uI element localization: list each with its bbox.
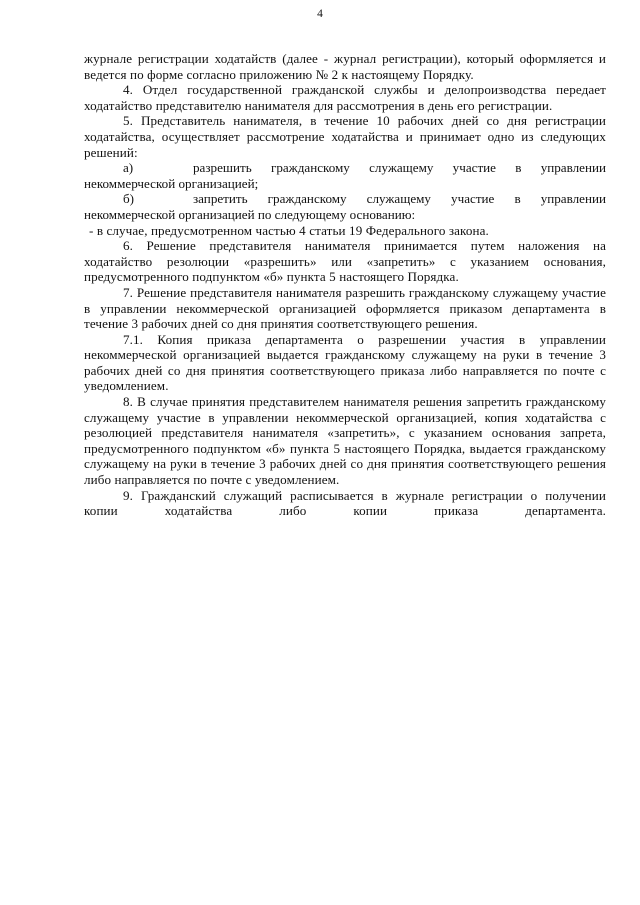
option-a bbox=[84, 160, 606, 176]
dash-item: - в случае, предусмотренном частью 4 статьи 19 Федерального закона. bbox=[89, 222, 489, 238]
paragraph-4: 4. Отдел государственной гражданской службы и делопроизводства передает ходатайство представителю нанимателя для рассмотрения в день его регистрации. bbox=[84, 82, 606, 113]
option-b-continuation: некоммерческой организацией по следующему основанию: bbox=[84, 206, 416, 222]
paragraph-9: 9. Гражданский служащий расписывается в журнале регистрации о получении копии ходатайства либо копии приказа департамента. bbox=[84, 487, 606, 519]
paragraph-6: 6. Решение представителя нанимателя принимается путем наложения на ходатайство резолюции «разрешить» или «запретить» с указанием основания, предусмотренного подпунктом «б» пункта 5 настоящего Порядка. bbox=[84, 238, 606, 285]
option-a-continuation: некоммерческой организацией; bbox=[84, 175, 259, 191]
option-b-letter: б) bbox=[123, 191, 135, 207]
document-body bbox=[84, 51, 606, 519]
paragraph-8: 8. В случае принятия представителем нанимателя решения запретить гражданскому служащему участие в управлении некоммерческой организацией, копия ходатайства с резолюцией представителя нанимателя «запретить», с указанием основания запрета, предусмотренного подпунктом «б» пункта 5 настоящего Порядка, выдается гражданскому служащему на руки в течение 3 рабочих дней со дня принятия соответствующего решения либо направляется по почте с уведомлением. bbox=[84, 394, 606, 488]
option-a-text: разрешить гражданскому служащему участие в управлении bbox=[193, 160, 606, 176]
option-a-letter: а) bbox=[123, 160, 134, 176]
option-b bbox=[84, 191, 606, 207]
paragraph-7: 7. Решение представителя нанимателя разрешить гражданскому служащему участие в управлении некоммерческой организацией оформляется приказом департамента в течение 3 рабочих дней со дня принятия соответствующего решения. bbox=[84, 284, 606, 332]
option-b-text: запретить гражданскому служащему участие в управлении bbox=[193, 191, 606, 207]
page-number: 4 bbox=[317, 8, 323, 20]
paragraph-continuation: журнале регистрации ходатайств (далее - журнал регистрации), который оформляется и ведется по форме согласно приложению № 2 к настоящему Порядку. bbox=[84, 51, 606, 82]
paragraph-7-1: 7.1. Копия приказа департамента о разрешении участия в управлении некоммерческой организацией выдается гражданскому служащему на руки в течение 3 рабочих дней со дня принятия соответствующего приказа либо направляется по почте с уведомлением. bbox=[84, 331, 606, 394]
paragraph-5: 5. Представитель нанимателя, в течение 10 рабочих дней со дня регистрации ходатайства, осуществляет рассмотрение ходатайства и принимает одно из следующих решений: bbox=[84, 113, 606, 160]
